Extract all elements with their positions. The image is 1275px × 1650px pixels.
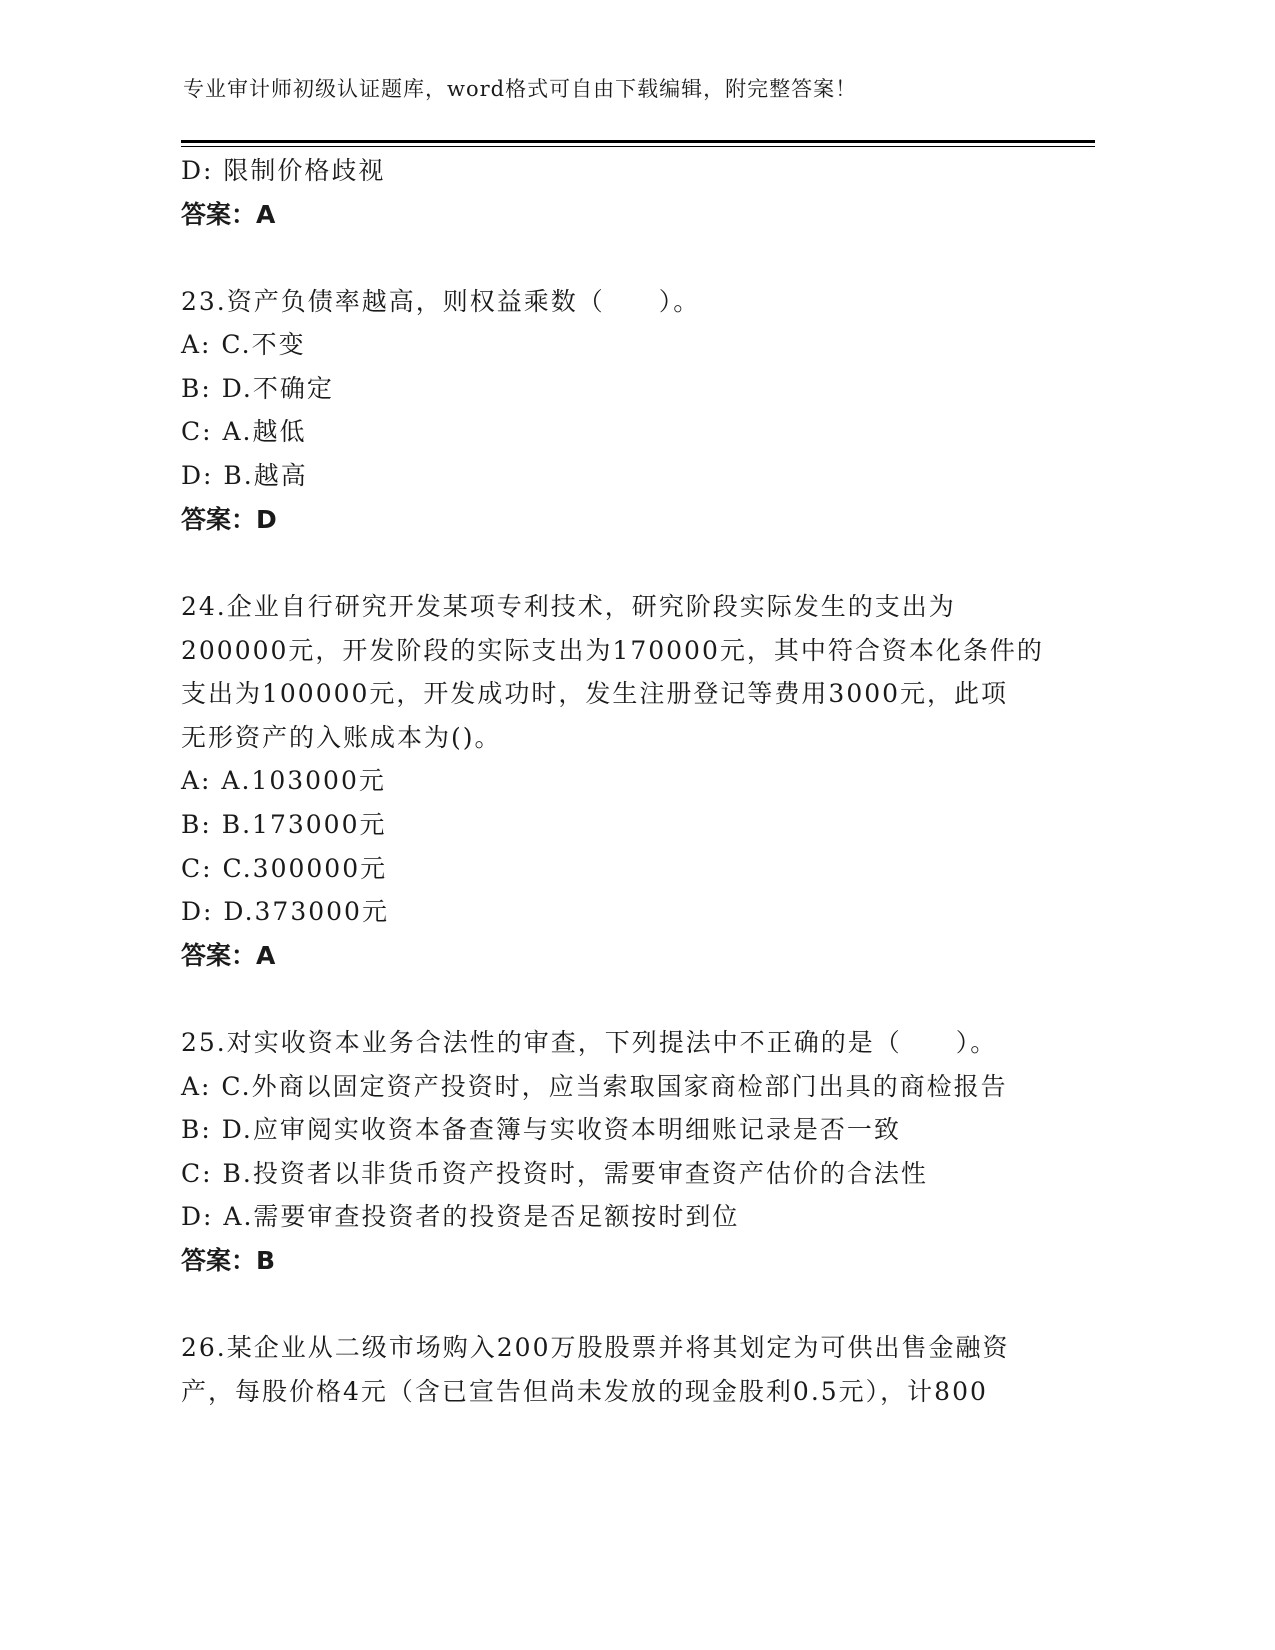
option-b: B: D.应审阅实收资本备查簿与实收资本明细账记录是否一致 bbox=[181, 1115, 901, 1144]
answer: 答案：A bbox=[181, 941, 276, 970]
question-stem: 23.资产负债率越高，则权益乘数（ ）。 bbox=[181, 287, 701, 316]
question-stem: 25.对实收资本业务合法性的审查，下列提法中不正确的是（ ）。 bbox=[181, 1028, 998, 1057]
option-a: A: C.外商以固定资产投资时，应当索取国家商检部门出具的商检报告 bbox=[181, 1072, 1008, 1101]
answer: 答案：B bbox=[181, 1246, 276, 1275]
question-stem-line: 支出为100000元，开发成功时，发生注册登记等费用3000元，此项 bbox=[181, 679, 1009, 708]
question-stem-line: 200000元，开发阶段的实际支出为170000元，其中符合资本化条件的 bbox=[181, 636, 1044, 665]
header-rule bbox=[181, 140, 1095, 143]
option-b: B: D.不确定 bbox=[181, 374, 334, 403]
option-d: D: D.373000元 bbox=[181, 897, 389, 926]
answer: 答案：A bbox=[181, 200, 276, 229]
option-d: D: 限制价格歧视 bbox=[181, 156, 386, 185]
question-stem-line: 产，每股价格4元（含已宣告但尚未发放的现金股利0.5元），计800 bbox=[181, 1377, 988, 1406]
question-stem-line: 24.企业自行研究开发某项专利技术，研究阶段实际发生的支出为 bbox=[181, 592, 956, 621]
option-a: A: A.103000元 bbox=[181, 766, 386, 795]
option-c: C: B.投资者以非货币资产投资时，需要审查资产估价的合法性 bbox=[181, 1159, 928, 1188]
page-header: 专业审计师初级认证题库，word格式可自由下载编辑，附完整答案！ bbox=[183, 77, 858, 101]
option-a: A: C.不变 bbox=[181, 330, 306, 359]
header-rule-thin bbox=[181, 146, 1095, 147]
option-c: C: A.越低 bbox=[181, 417, 307, 446]
option-b: B: B.173000元 bbox=[181, 810, 387, 839]
answer: 答案：D bbox=[181, 505, 277, 534]
question-stem-line: 26.某企业从二级市场购入200万股股票并将其划定为可供出售金融资 bbox=[181, 1333, 1010, 1362]
option-d: D: B.越高 bbox=[181, 461, 308, 490]
option-c: C: C.300000元 bbox=[181, 854, 388, 883]
question-stem-line: 无形资产的入账成本为()。 bbox=[181, 723, 502, 752]
option-d: D: A.需要审查投资者的投资是否足额按时到位 bbox=[181, 1202, 740, 1231]
